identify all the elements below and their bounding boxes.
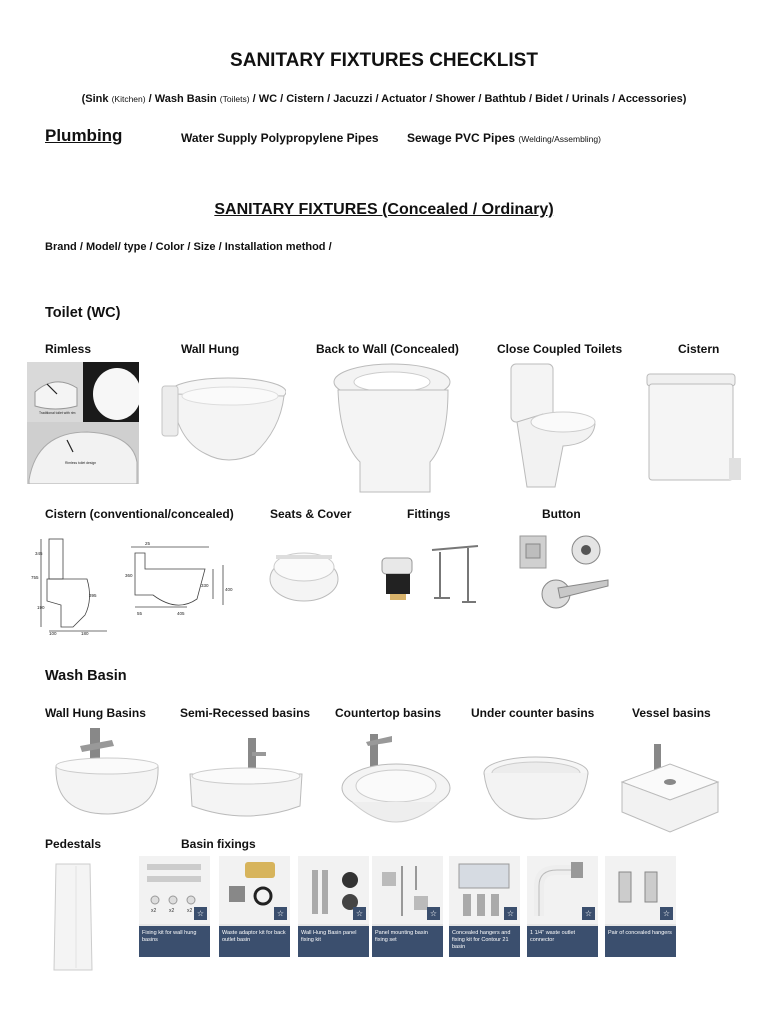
label-vessel: Vessel basins [632, 706, 711, 720]
star-icon[interactable]: ☆ [353, 907, 366, 920]
wash-basin-heading: Wash Basin [45, 668, 127, 684]
svg-text:330: 330 [201, 583, 209, 588]
svg-text:190: 190 [37, 605, 45, 610]
label-wall-hung: Wall Hung [181, 342, 240, 356]
wall-hung-toilet-image [158, 370, 286, 470]
fixing-card[interactable] [219, 856, 290, 957]
vessel-basin-image [620, 742, 720, 834]
fixing-caption: Wall Hung Basin panel fixing kit [298, 926, 369, 957]
fixing-card[interactable] [449, 856, 520, 957]
attributes-line: Brand / Model/ type / Color / Size / Installation method / [45, 241, 332, 253]
fixing-caption: Waste adaptor kit for back outlet basin [219, 926, 290, 957]
close-coupled-toilet-image [503, 362, 598, 490]
star-icon[interactable]: ☆ [427, 907, 440, 920]
fixing-card[interactable] [605, 856, 676, 957]
fixing-caption: Concealed hangers and fixing kit for Contour 21 basin [449, 926, 520, 957]
fixture-list-subtitle: (Sink (Kitchen) / Wash Basin (Toilets) / WC / Cistern / Jacuzzi / Actuator / Shower / Bathtub / Bidet / Urinals / Accessories) [81, 93, 687, 105]
svg-text:100: 100 [49, 631, 57, 635]
cistern-image [645, 372, 741, 482]
star-icon[interactable]: ☆ [504, 907, 517, 920]
wall-hung-basin-image [52, 726, 162, 818]
pedestal-image [18, 862, 123, 974]
fixing-caption: Fixing kit for wall hung basins [139, 926, 210, 957]
back-to-wall-toilet-image [330, 362, 455, 495]
svg-text:x2: x2 [151, 908, 157, 914]
svg-text:400: 400 [225, 587, 233, 592]
fixing-card[interactable] [372, 856, 443, 957]
star-icon[interactable]: ☆ [274, 907, 287, 920]
fixing-card[interactable] [527, 856, 598, 957]
svg-text:55: 55 [137, 611, 143, 616]
label-rimless: Rimless [45, 342, 92, 356]
label-fittings: Fittings [407, 507, 451, 521]
fixing-card[interactable] [298, 856, 369, 957]
toilet-heading: Toilet (WC) [45, 305, 121, 321]
star-icon[interactable]: ☆ [194, 907, 207, 920]
label-seats-cover: Seats & Cover [270, 507, 352, 521]
svg-text:Rimless toilet design: Rimless toilet design [65, 461, 97, 465]
semi-recessed-basin-image [186, 734, 306, 824]
label-button: Button [542, 507, 581, 521]
svg-text:405: 405 [177, 611, 185, 616]
label-back-to-wall: Back to Wall (Concealed) [316, 342, 459, 356]
water-supply-text: Water Supply Polypropylene Pipes [181, 131, 379, 145]
svg-text:755: 755 [31, 575, 39, 580]
label-semi-recessed: Semi-Recessed basins [180, 706, 311, 720]
svg-text:25: 25 [145, 541, 151, 546]
fittings-image [378, 540, 488, 608]
svg-text:x2: x2 [169, 908, 175, 914]
star-icon[interactable]: ☆ [660, 907, 673, 920]
plumbing-heading: Plumbing [45, 126, 123, 145]
under-counter-basin-image [481, 755, 591, 821]
fixing-card[interactable] [139, 856, 210, 957]
label-pedestals: Pedestals [45, 837, 102, 851]
label-wall-hung-basins: Wall Hung Basins [45, 706, 146, 720]
fixing-caption: Panel mounting basin fixing set [372, 926, 443, 957]
svg-text:Traditional toilet with rim: Traditional toilet with rim [39, 411, 76, 415]
cistern-technical-drawing [27, 535, 237, 635]
countertop-basin-image [340, 732, 452, 830]
section-title: SANITARY FIXTURES (Concealed / Ordinary) [214, 201, 554, 218]
label-close-coupled: Close Coupled Toilets [497, 342, 623, 356]
flush-button-image [518, 534, 610, 616]
label-under-counter: Under counter basins [471, 706, 595, 720]
svg-text:x2: x2 [187, 908, 193, 914]
rimless-toilet-image [27, 362, 139, 484]
fixing-caption: Pair of concealed hangers [605, 926, 676, 957]
label-cistern-conventional: Cistern (conventional/concealed) [45, 507, 234, 521]
svg-text:360: 360 [125, 573, 133, 578]
label-cistern: Cistern [678, 342, 720, 356]
star-icon[interactable]: ☆ [582, 907, 595, 920]
fixing-caption: 1 1/4" waste outlet connector [527, 926, 598, 957]
svg-text:395: 395 [89, 593, 97, 598]
label-basin-fixings: Basin fixings [181, 837, 256, 851]
sewage-text: Sewage PVC Pipes (Welding/Assembling) [407, 131, 601, 145]
svg-text:345: 345 [35, 551, 43, 556]
page-title: SANITARY FIXTURES CHECKLIST [230, 50, 538, 71]
seat-cover-image [266, 545, 341, 605]
svg-text:180: 180 [81, 631, 89, 635]
label-countertop: Countertop basins [335, 706, 442, 720]
